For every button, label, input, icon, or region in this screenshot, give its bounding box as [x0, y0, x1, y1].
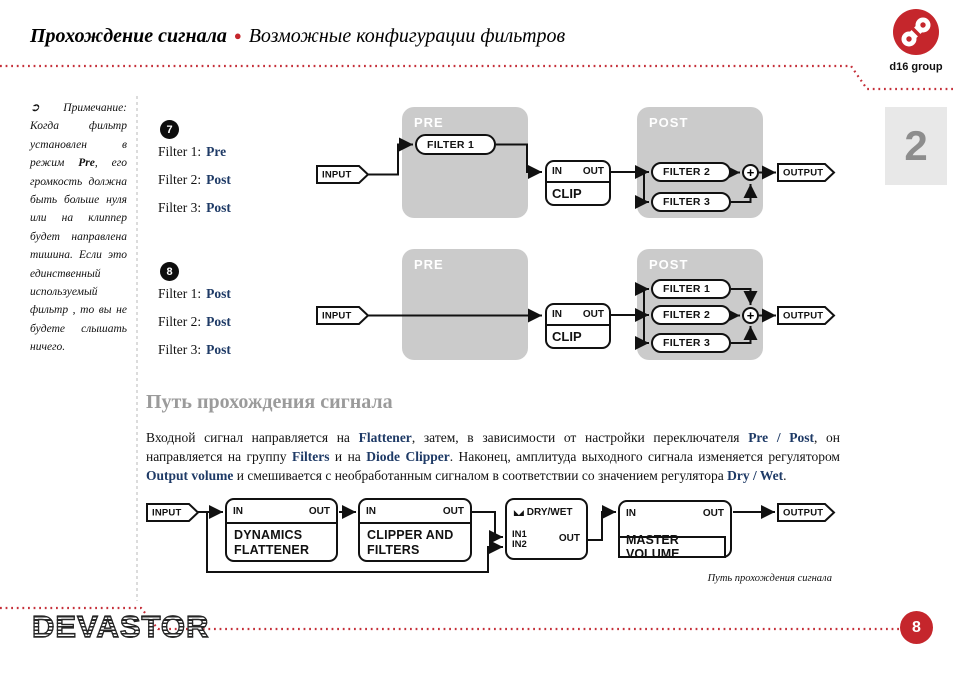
clipper-name-line2: FILTERS	[367, 543, 420, 557]
out-label: OUT	[442, 505, 464, 517]
flattener-io-row	[227, 500, 336, 524]
master-volume-label	[618, 533, 726, 561]
filter-2-label: FILTER 2	[663, 166, 711, 178]
dry-wet-title	[514, 507, 573, 518]
clip-box-d2	[545, 303, 611, 349]
title-separator-dot: ●	[233, 28, 242, 43]
sum-node-d2	[742, 307, 759, 324]
config-value: Post	[206, 172, 231, 187]
config-row	[158, 200, 231, 228]
in-label: IN	[552, 309, 562, 320]
flattener-name-line1: DYNAMICS	[234, 528, 303, 542]
input-tag-1	[316, 165, 370, 184]
pre-label: PRE	[414, 257, 444, 272]
output-tag-1	[777, 163, 836, 182]
config-label: Filter 1:	[158, 286, 202, 301]
config-label: Filter 2:	[158, 172, 202, 187]
d16-brand	[884, 8, 948, 73]
clipper-io-row	[360, 500, 470, 524]
item-8-badge: 8	[160, 262, 179, 281]
dry-wet-mixer-box	[505, 498, 588, 560]
post-label: POST	[649, 257, 689, 272]
page-number: 8	[912, 618, 921, 636]
filter-config-8	[158, 286, 231, 370]
plus-icon: +	[746, 307, 755, 323]
sum-node-d1	[742, 164, 759, 181]
flattener-name	[227, 524, 336, 558]
in1-label: IN1	[512, 529, 527, 540]
chapter-tab	[885, 107, 947, 185]
devastor-product-logo: DEVASTOR	[32, 609, 210, 644]
out-label: OUT	[582, 309, 604, 320]
flattener-name-line2: FLATTENER	[234, 543, 310, 557]
filter-1-label: FILTER 1	[427, 138, 475, 151]
page-title-secondary: Возможные конфигурации фильтров	[248, 25, 566, 47]
pre-group-box-1	[402, 107, 528, 218]
filter-3-pill-d2	[651, 333, 731, 353]
chapter-number: 2	[904, 122, 928, 169]
input-tag-label: INPUT	[322, 310, 352, 321]
output-tag-2	[777, 306, 836, 325]
clipper-filters-box	[358, 498, 472, 562]
config-row	[158, 342, 231, 370]
master-volume-box	[618, 500, 732, 561]
config-value: Post	[206, 200, 231, 215]
input-tag-label: INPUT	[322, 169, 352, 180]
in2-label: IN2	[512, 539, 527, 550]
flow-diagram-caption: Путь прохождения сигнала	[707, 573, 832, 584]
clipper-name-line1: CLIPPER AND	[367, 528, 454, 542]
input-tag-2	[316, 306, 370, 325]
output-tag-label: OUTPUT	[783, 167, 824, 178]
output-tag-3	[777, 503, 836, 522]
config-value: Post	[206, 342, 231, 357]
in-label: IN	[233, 505, 243, 517]
config-row	[158, 314, 231, 342]
page-number-badge	[900, 611, 933, 644]
item-7-badge: 7	[160, 120, 179, 139]
filter-3-pill-d1	[651, 192, 731, 212]
d16-logo-icon	[892, 8, 940, 56]
clip-box-d1	[545, 160, 611, 206]
section-heading: Путь прохождения сигнала	[146, 391, 393, 413]
config-label: Filter 3:	[158, 200, 202, 215]
post-label: POST	[649, 115, 689, 130]
body-paragraph: Входной сигнал направляется на Flattener, затем, в зависимости от настройки переключателя Pre / Post, он направляется на группу Filters и на Diode Clipper. Наконец, амплитуда выходного сигнала изменяется регулятором Output volume и смешивается с необработанным сигналом в соответствии со значением регулятора Dry / Wet.	[146, 430, 840, 483]
clipper-name	[360, 524, 470, 558]
pre-label: PRE	[414, 115, 444, 130]
filter-2-pill-d2	[651, 305, 731, 325]
out-label: OUT	[702, 508, 724, 519]
output-tag-label: OUTPUT	[783, 310, 824, 321]
config-row	[158, 144, 231, 172]
output-tag-label: OUTPUT	[783, 507, 824, 518]
clip-label: CLIP	[552, 186, 582, 201]
in-label: IN	[552, 166, 562, 177]
master-volume-text: MASTER VOLUME	[626, 533, 680, 561]
dry-wet-label: DRY/WET	[526, 507, 573, 518]
clip-label: CLIP	[552, 329, 582, 344]
page-title	[30, 25, 565, 48]
filter-3-label: FILTER 3	[663, 196, 711, 208]
master-io-row	[620, 502, 730, 519]
pre-group-box-2	[402, 249, 528, 360]
config-label: Filter 3:	[158, 342, 202, 357]
filter-2-pill-d1	[651, 162, 731, 182]
sidebar-note: ➲ Примечание: Когда фильтр установлен в режим Pre, его громкость должна быть больше нуля или на клиппер будет направлена тишина. Если это единственный используемый фильтр , то вы не будете слышать ничего.	[30, 102, 127, 354]
filter-2-label: FILTER 2	[663, 309, 711, 321]
config-value: Pre	[206, 144, 227, 159]
out-label: OUT	[558, 533, 580, 544]
filter-1-pill-d1	[415, 134, 496, 155]
config-label: Filter 2:	[158, 314, 202, 329]
clip-io-row	[547, 162, 609, 183]
header-dotted-rule	[0, 66, 954, 89]
crossfade-icon: ◣◢	[514, 509, 523, 517]
dynamics-flattener-box	[225, 498, 338, 562]
filter-config-7	[158, 144, 231, 228]
filter-1-pill-d2	[651, 279, 731, 299]
page-title-primary: Прохождение сигнала	[30, 25, 227, 47]
config-row	[158, 172, 231, 200]
config-label: Filter 1:	[158, 144, 202, 159]
in-label: IN	[626, 508, 636, 519]
filter-3-label: FILTER 3	[663, 337, 711, 349]
out-label: OUT	[582, 166, 604, 177]
config-row	[158, 286, 231, 314]
plus-icon: +	[746, 164, 755, 180]
input-tag-label: INPUT	[152, 507, 182, 518]
filter-1-label: FILTER 1	[663, 283, 711, 295]
config-value: Post	[206, 286, 231, 301]
out-label: OUT	[308, 505, 330, 517]
in-label: IN	[366, 505, 376, 517]
input-tag-3	[146, 503, 200, 522]
clip-io-row	[547, 305, 609, 326]
config-value: Post	[206, 314, 231, 329]
d16-logo-text: d16 group	[889, 61, 943, 73]
